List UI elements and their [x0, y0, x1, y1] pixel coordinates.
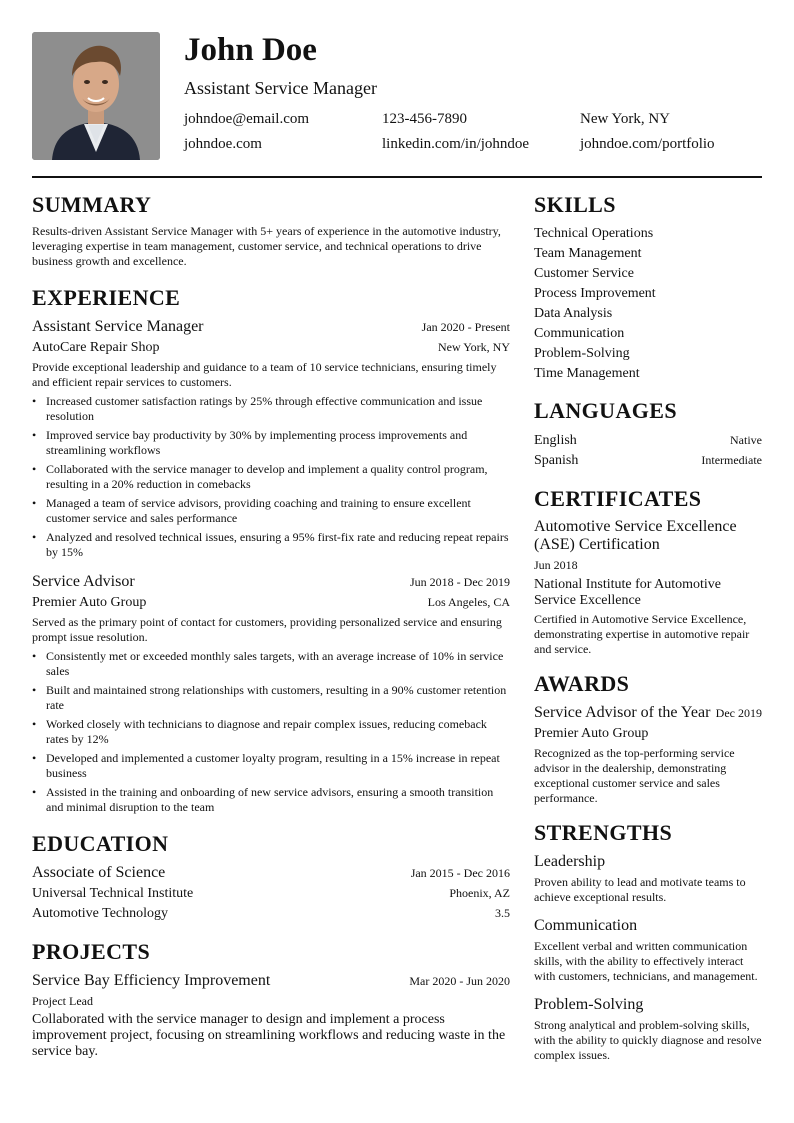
skill-item: Problem-Solving — [534, 346, 630, 361]
certificate-issuer: National Institute for Automotive Service Excellence — [534, 577, 722, 608]
achievement-item: • Improved service bay productivity by 30% by implementing process improvements and streamlining workflows — [32, 428, 510, 458]
education-heading: EDUCATION — [32, 831, 169, 856]
skill-item: Data Analysis — [534, 306, 613, 321]
skill-item: Process Improvement — [534, 286, 656, 301]
skill-item: Team Management — [534, 246, 642, 261]
education-section — [32, 831, 510, 923]
achievement-item: • Managed a team of service advisors, providing coaching and training to ensure excellent customer service and sales performance — [32, 496, 510, 526]
strength-title: Communication — [534, 917, 638, 934]
education-degree: Associate of Science — [32, 864, 166, 881]
achievement-item: • Increased customer satisfaction ratings by 25% through effective communication and issue resolution — [32, 394, 510, 424]
skill-item: Time Management — [534, 366, 640, 381]
strengths-section — [534, 820, 762, 1063]
project-title: Service Bay Efficiency Improvement — [32, 972, 271, 989]
achievement-item: • Developed and implemented a customer loyalty program, resulting in a 15% increase in repeat business — [32, 751, 510, 781]
portfolio-link[interactable]: johndoe.com/portfolio — [580, 136, 715, 152]
job-company: AutoCare Repair Shop — [32, 340, 160, 355]
job-title: Service Advisor — [32, 573, 135, 590]
portrait-illustration — [32, 32, 160, 160]
job-location: Los Angeles, CA — [427, 595, 510, 609]
resume-header — [32, 32, 762, 160]
achievement-item: • Collaborated with the service manager to develop and implement a quality control program, resulting in a 20% reduction in comebacks — [32, 462, 510, 492]
projects-section — [32, 939, 510, 1060]
left-column — [32, 192, 510, 1060]
header-divider — [32, 176, 762, 178]
skills-heading: SKILLS — [534, 192, 616, 217]
job-achievements — [32, 394, 510, 560]
strengths-heading: STRENGTHS — [534, 820, 673, 845]
location-text: New York, NY — [580, 111, 671, 127]
education-dates: Jan 2015 - Dec 2016 — [410, 866, 510, 880]
strength-item — [534, 995, 762, 1063]
award-issuer: Premier Auto Group — [534, 726, 649, 741]
profile-photo — [32, 32, 160, 160]
award-title: Service Advisor of the Year — [534, 704, 711, 721]
skill-item: Technical Operations — [534, 226, 654, 241]
strength-text: Excellent verbal and written communication skills, with the ability to effectively interact with customers, technicians, and management. — [534, 939, 758, 983]
job-location: New York, NY — [437, 340, 510, 354]
certificates-heading: CERTIFICATES — [534, 486, 702, 511]
job-entry — [32, 572, 510, 815]
experience-heading: EXPERIENCE — [32, 285, 181, 310]
education-location: Phoenix, AZ — [449, 886, 510, 900]
strength-title: Problem-Solving — [534, 996, 644, 1013]
languages-heading: LANGUAGES — [534, 398, 677, 423]
languages-section — [534, 398, 762, 470]
skills-list — [534, 224, 762, 384]
website-link[interactable]: johndoe.com — [184, 136, 262, 152]
project-description: Collaborated with the service manager to design and implement a process improvement project, focusing on streamlining workflows and reducing waste in the service bay. — [32, 1012, 506, 1059]
project-role: Project Lead — [32, 994, 93, 1008]
strength-title: Leadership — [534, 853, 606, 870]
language-name: English — [534, 433, 577, 448]
awards-section — [534, 671, 762, 806]
experience-section — [32, 285, 510, 815]
candidate-role: Assistant Service Manager — [184, 78, 377, 98]
achievement-item: • Analyzed and resolved technical issues, ensuring a 95% first-fix rate and reducing repeat repairs by 15% — [32, 530, 510, 560]
achievement-item: • Built and maintained strong relationships with customers, resulting in a 90% customer retention rate — [32, 683, 510, 713]
language-row — [534, 430, 762, 450]
achievement-item: • Worked closely with technicians to diagnose and repair complex issues, reducing comeback rates by 12% — [32, 717, 510, 747]
education-gpa: 3.5 — [495, 906, 510, 920]
education-field: Automotive Technology — [32, 906, 169, 921]
job-description: Provide exceptional leadership and guidance to a team of 10 service technicians, ensuring timely and efficient repair services to customers. — [32, 360, 497, 389]
certificate-description: Certified in Automotive Service Excellence, demonstrating expertise in automotive repair and service. — [534, 612, 750, 656]
strength-text: Proven ability to lead and motivate teams to achieve exceptional results. — [534, 875, 746, 904]
award-date: Dec 2019 — [715, 706, 762, 720]
award-description: Recognized as the top-performing service advisor in the dealership, demonstrating exceptional customer service and sales performance. — [534, 746, 735, 805]
job-title: Assistant Service Manager — [32, 318, 204, 335]
job-dates: Jun 2018 - Dec 2019 — [410, 575, 510, 589]
candidate-name: John Doe — [184, 32, 317, 68]
job-description: Served as the primary point of contact for customers, providing personalized service and ensuring prompt issue resolution. — [32, 615, 502, 644]
language-level: Intermediate — [701, 453, 762, 467]
skill-item: Customer Service — [534, 266, 634, 281]
summary-section — [32, 192, 510, 269]
achievement-item: • Consistently met or exceeded monthly sales targets, with an average increase of 10% in service sales — [32, 649, 510, 679]
skills-section — [534, 192, 762, 384]
job-achievements — [32, 649, 510, 815]
certificates-section — [534, 486, 762, 657]
right-column — [534, 192, 762, 1063]
language-name: Spanish — [534, 453, 579, 468]
linkedin-link[interactable]: linkedin.com/in/johndoe — [382, 136, 530, 152]
phone-text: 123-456-7890 — [382, 111, 467, 127]
job-dates: Jan 2020 - Present — [421, 320, 510, 334]
certificate-title: Automotive Service Excellence (ASE) Certification — [534, 518, 737, 553]
achievement-item: • Assisted in the training and onboarding of new service advisors, ensuring a smooth transition and minimal disruption to the team — [32, 785, 510, 815]
language-level: Native — [730, 433, 762, 447]
skill-item: Communication — [534, 326, 625, 341]
summary-heading: SUMMARY — [32, 192, 152, 217]
language-row — [534, 450, 762, 470]
certificate-date: Jun 2018 — [534, 558, 578, 572]
strength-item — [534, 852, 762, 905]
strength-text: Strong analytical and problem-solving skills, with the ability to quickly diagnose and resolve complex issues. — [534, 1018, 762, 1062]
strength-item — [534, 916, 762, 984]
projects-heading: PROJECTS — [32, 939, 151, 964]
email-link[interactable]: johndoe@email.com — [184, 111, 310, 127]
awards-heading: AWARDS — [534, 671, 630, 696]
project-dates: Mar 2020 - Jun 2020 — [409, 974, 510, 988]
education-school: Universal Technical Institute — [32, 886, 194, 901]
job-company: Premier Auto Group — [32, 595, 147, 610]
job-entry — [32, 317, 510, 560]
summary-text: Results-driven Assistant Service Manager with 5+ years of experience in the automotive industry, leveraging expertise in team management, customer service, and technical operations to drive business growth and excellence. — [32, 224, 501, 268]
